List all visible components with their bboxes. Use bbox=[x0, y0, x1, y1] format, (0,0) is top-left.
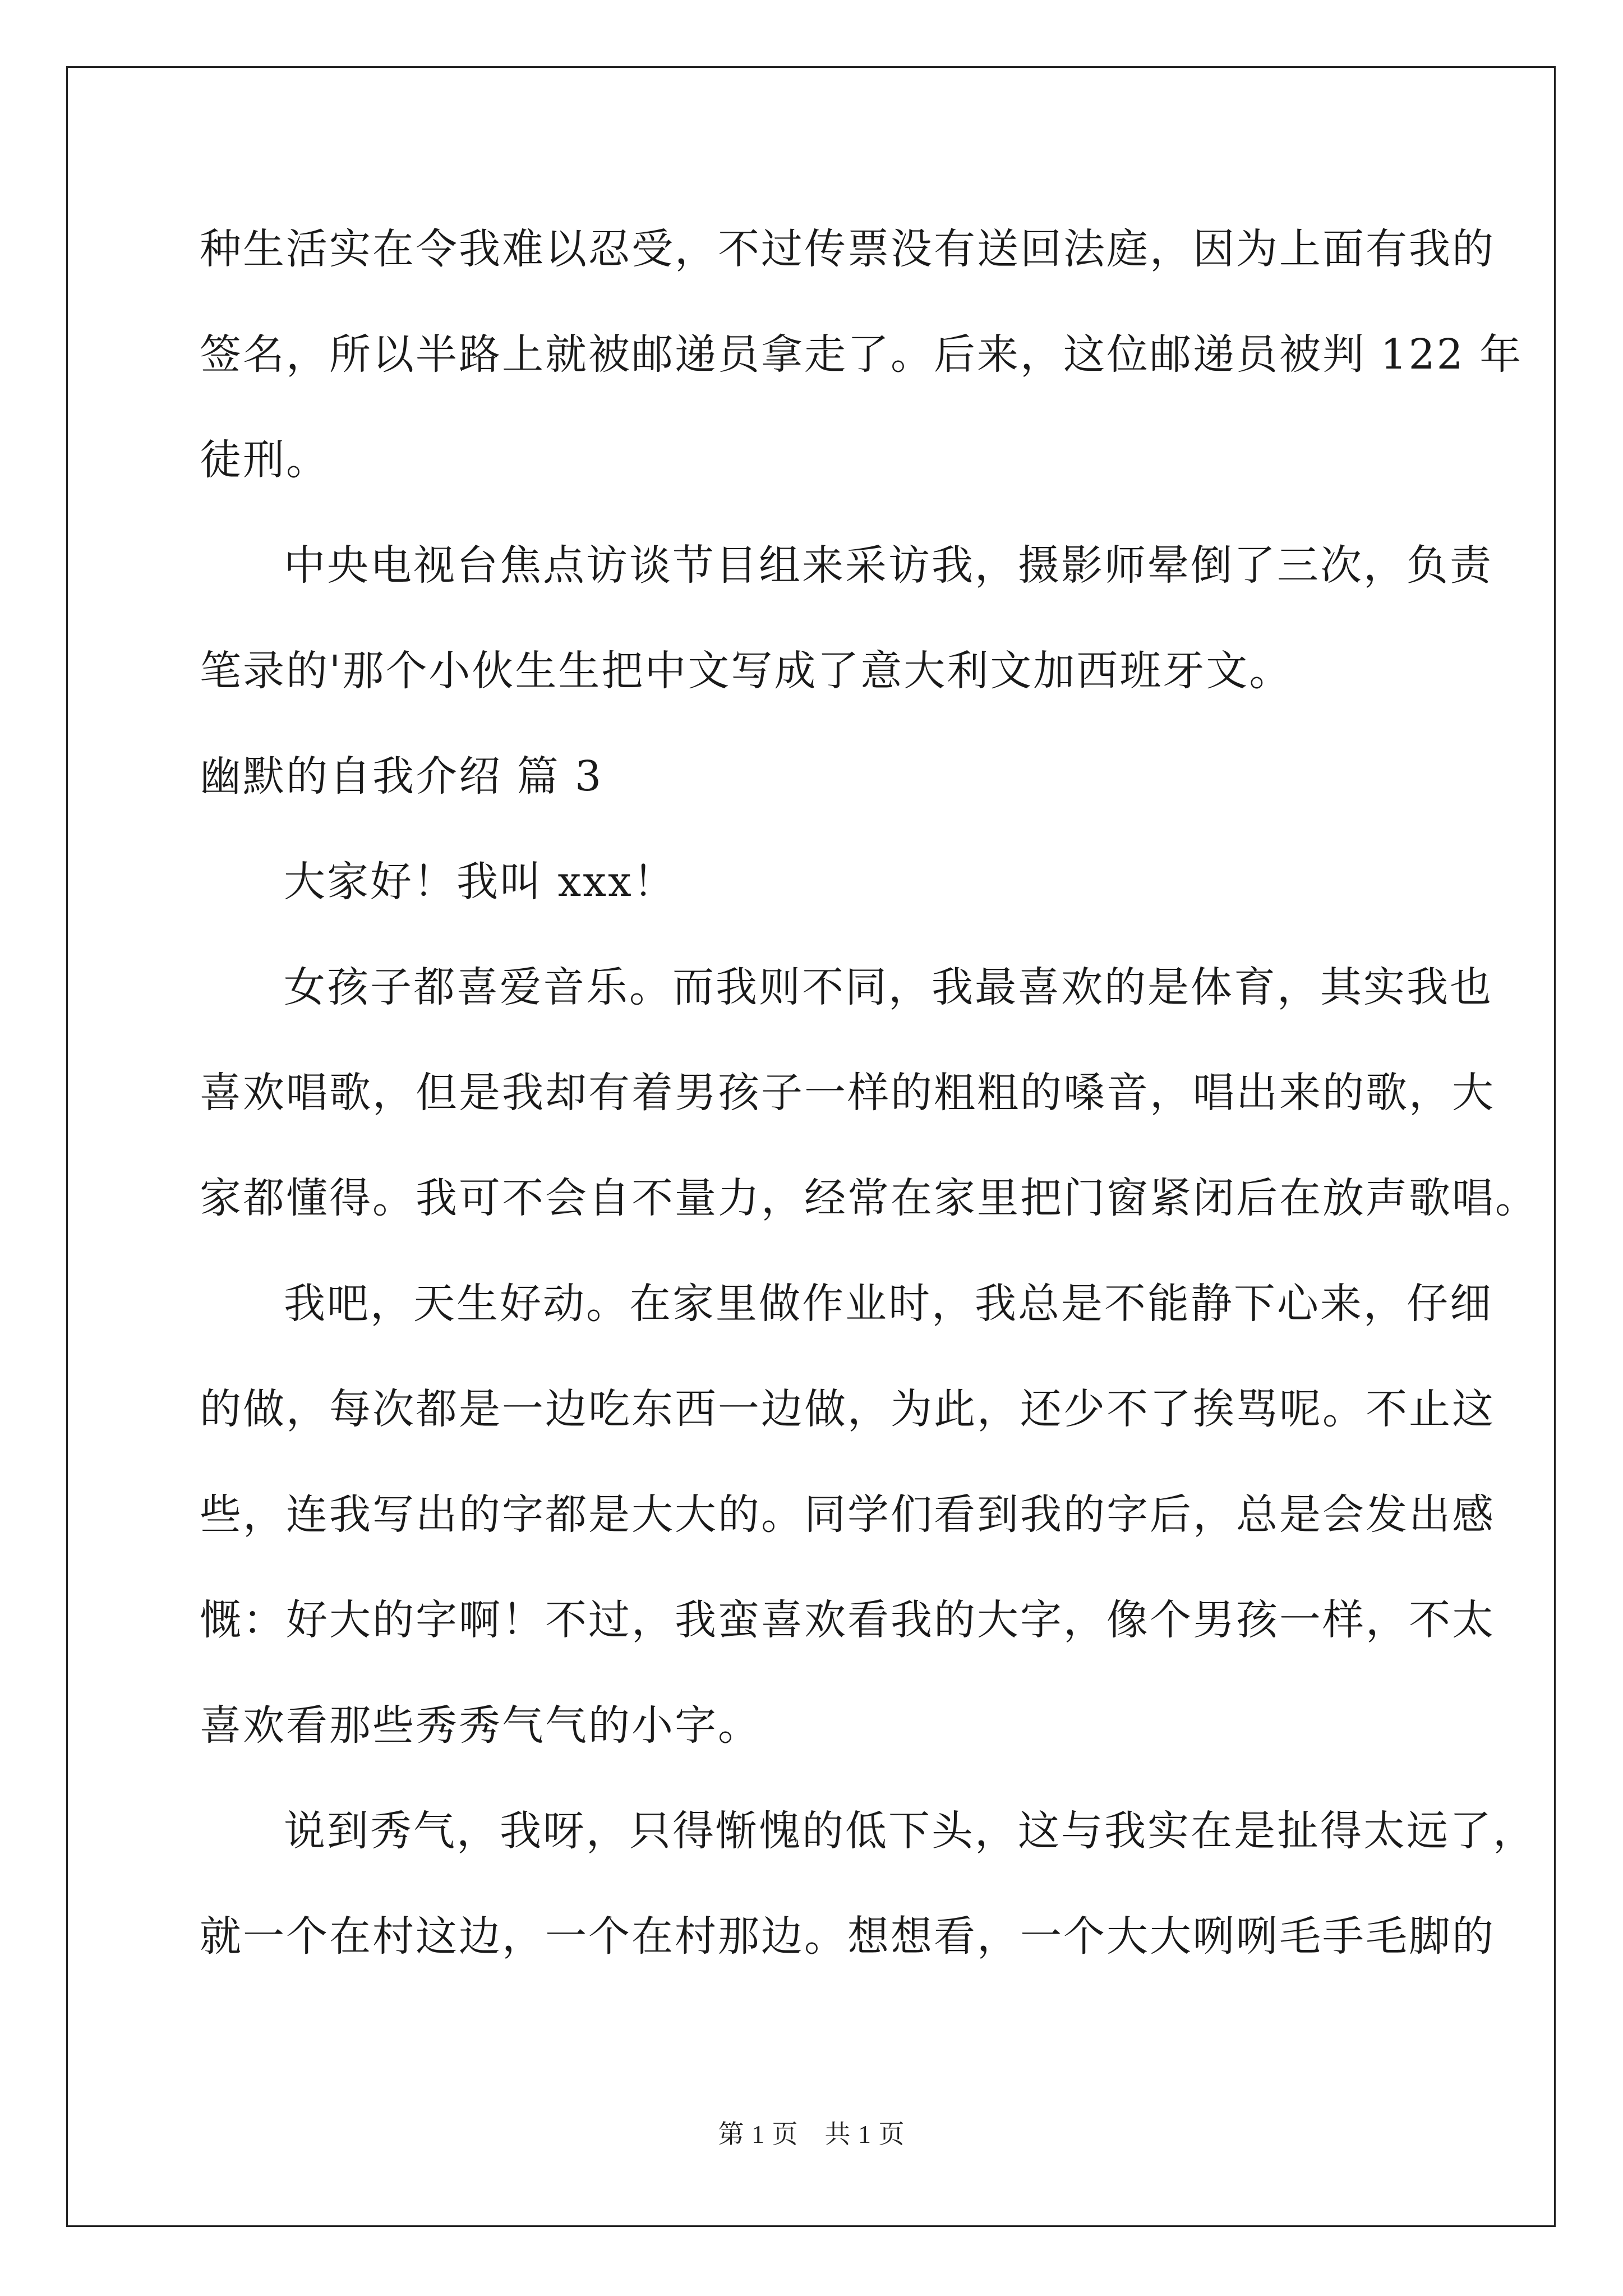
text-line: 大家好！我叫 xxx！ bbox=[284, 858, 676, 906]
section-heading: 幽默的自我介绍 篇 3 bbox=[200, 752, 603, 800]
text-line: 就一个在村这边，一个在村那边。想想看，一个大大咧咧毛手毛脚的 bbox=[200, 1912, 1495, 1961]
text-line: 慨：好大的字啊！不过，我蛮喜欢看我的大字，像个男孩一样，不太 bbox=[200, 1596, 1495, 1644]
text-line: 喜欢看那些秀秀气气的小字。 bbox=[200, 1701, 761, 1750]
document-body bbox=[200, 196, 1538, 1989]
text-line: 我吧，天生好动。在家里做作业时，我总是不能静下心来，仔细 bbox=[284, 1280, 1493, 1328]
text-line: 签名，所以半路上就被邮递员拿走了。后来，这位邮递员被判 122 年 bbox=[200, 330, 1523, 379]
text-line: 笔录的'那个小伙生生把中文写成了意大利文加西班牙文。 bbox=[200, 647, 1293, 695]
text-line: 些，连我写出的字都是大大的。同学们看到我的字后，总是会发出感 bbox=[200, 1490, 1495, 1539]
text-line: 女孩子都喜爱音乐。而我则不同，我最喜欢的是体育，其实我也 bbox=[284, 963, 1493, 1011]
text-line: 喜欢唱歌，但是我却有着男孩子一样的粗粗的嗓音，唱出来的歌，大 bbox=[200, 1069, 1495, 1117]
text-line: 的做，每次都是一边吃东西一边做，为此，还少不了挨骂呢。不止这 bbox=[200, 1385, 1495, 1433]
text-line: 徒刑。 bbox=[200, 436, 329, 484]
page-footer: 第 1 页 共 1 页 bbox=[718, 2120, 905, 2148]
text-line: 种生活实在令我难以忍受，不过传票没有送回法庭，因为上面有我的 bbox=[200, 225, 1495, 273]
text-line: 家都懂得。我可不会自不量力，经常在家里把门窗紧闭后在放声歌唱。 bbox=[200, 1174, 1538, 1222]
text-line: 中央电视台焦点访谈节目组来采访我，摄影师晕倒了三次，负责 bbox=[284, 541, 1493, 590]
text-line: 说到秀气，我呀，只得惭愧的低下头，这与我实在是扯得太远了， bbox=[284, 1807, 1536, 1855]
